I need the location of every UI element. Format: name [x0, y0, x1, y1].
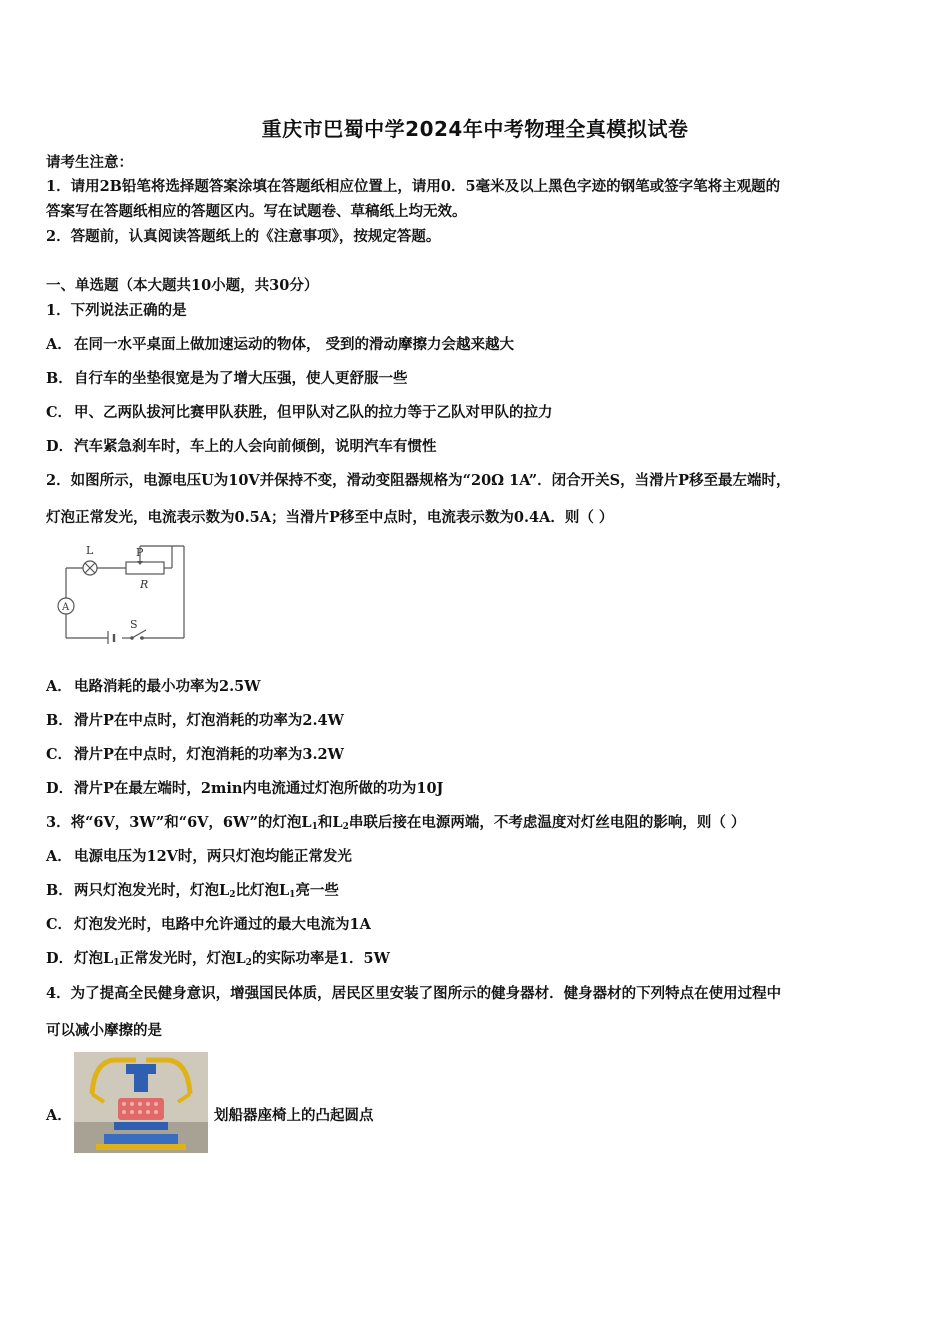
- q3-option-d: [46, 949, 906, 973]
- battery-symbol: [108, 631, 122, 644]
- option-text: 灯泡L: [74, 950, 114, 967]
- notice-heading: 请考生注意：: [46, 154, 133, 171]
- q2-stem-line-1: 2．如图所示，电源电压U为10V并保持不变，滑动变阻器规格为“20Ω 1A”．闭合开关S，当滑片P移至最左端时，: [46, 472, 791, 489]
- option-letter: D．: [46, 438, 74, 455]
- subscript: 1: [113, 958, 120, 968]
- q4-stem-line-1: 4．为了提高全民健身意识，增强国民体质，居民区里安装了图所示的健身器材．健身器材的下列特点在使用过程中: [46, 985, 782, 1002]
- q2-option-b: [46, 711, 906, 731]
- q3-option-c: [46, 915, 906, 935]
- q4-option-a-text: 划船器座椅上的凸起圆点: [214, 1107, 374, 1124]
- rowing-machine-photo: [74, 1052, 208, 1153]
- switch-label: S: [130, 618, 138, 631]
- subscript: 1: [311, 822, 318, 832]
- q4-stem-line-2: 可以减小摩擦的是: [46, 1022, 162, 1039]
- notice-item-1-line-1: 1．请用2B铅笔将选择题答案涂填在答题纸相应位置上，请用0．5毫米及以上黑色字迹的钢笔或签字笔将主观题的: [46, 178, 781, 195]
- section-heading: 一、单选题（本大题共10小题，共30分）: [46, 277, 319, 294]
- option-letter: A．: [46, 678, 72, 695]
- page-title: 重庆市巴蜀中学2024年中考物理全真模拟试卷: [261, 117, 689, 141]
- subscript: 2: [245, 958, 252, 968]
- option-text: 汽车紧急刹车时，车上的人会向前倾倒，说明汽车有惯性: [74, 438, 437, 455]
- option-letter: A．: [46, 848, 72, 865]
- resistor-label: R: [140, 578, 149, 591]
- option-text: 滑片P在中点时，灯泡消耗的功率为2.4W: [74, 712, 344, 729]
- q1-stem: 1．下列说法正确的是: [46, 302, 187, 319]
- subscript: 1: [289, 890, 296, 900]
- notice-item-2: 2．答题前，认真阅读答题纸上的《注意事项》，按规定答题。: [46, 228, 441, 245]
- slider-label: P: [136, 546, 144, 559]
- q3-stem: [46, 813, 906, 837]
- subscript: 2: [342, 822, 349, 832]
- q1-option-b: [46, 369, 906, 389]
- q3-stem-part: 串联后接在电源两端，不考虑温度对灯丝电阻的影响，则（ ）: [348, 814, 746, 831]
- option-text: 比灯泡L: [235, 882, 290, 899]
- q4-option-a-letter: A．: [46, 1107, 72, 1124]
- q2-option-a: [46, 677, 906, 697]
- option-text: 两只灯泡发光时，灯泡L: [74, 882, 230, 899]
- option-text: 亮一些: [295, 882, 339, 899]
- option-letter: B．: [46, 882, 73, 899]
- option-letter: D．: [46, 950, 74, 967]
- option-text: 滑片P在中点时，灯泡消耗的功率为3.2W: [74, 746, 344, 763]
- option-letter: A．: [46, 336, 72, 353]
- q3-option-b: [46, 881, 906, 905]
- q3-option-a: [46, 847, 906, 867]
- option-text: 正常发光时，灯泡L: [119, 950, 246, 967]
- option-text: 的实际功率是1．5W: [251, 950, 390, 967]
- q2-option-d: [46, 779, 906, 799]
- q1-option-c: [46, 403, 906, 423]
- q3-stem-part: 3．将“6V，3W”和“6V，6W”的灯泡L: [46, 814, 312, 831]
- option-text: 电路消耗的最小功率为2.5W: [74, 678, 261, 695]
- subscript: 2: [229, 890, 236, 900]
- notice-item-1-line-2: 答案写在答题纸相应的答题区内。写在试题卷、草稿纸上均无效。: [46, 203, 467, 220]
- lamp-symbol: [83, 561, 97, 575]
- option-letter: C．: [46, 916, 73, 933]
- q2-stem-line-2: 灯泡正常发光，电流表示数为0.5A；当滑片P移至中点时，电流表示数为0.4A．则（ ）: [46, 509, 614, 526]
- option-text: 自行车的坐垫很宽是为了增大压强，使人更舒服一些: [74, 370, 408, 387]
- resistor-symbol: [126, 562, 164, 574]
- q1-option-a: [46, 335, 906, 355]
- option-letter: B．: [46, 712, 73, 729]
- circuit-diagram: [50, 540, 190, 644]
- option-text: 在同一水平桌面上做加速运动的物体， 受到的滑动摩擦力会越来越大: [74, 336, 515, 353]
- option-text: 电源电压为12V时，两只灯泡均能正常发光: [74, 848, 352, 865]
- q1-option-d: [46, 437, 906, 457]
- lamp-label: L: [86, 544, 94, 557]
- option-letter: C．: [46, 404, 73, 421]
- q3-stem-part: 和L: [317, 814, 343, 831]
- option-letter: C．: [46, 746, 73, 763]
- option-text: 滑片P在最左端时，2min内电流通过灯泡所做的功为10J: [74, 780, 444, 797]
- option-text: 甲、乙两队拔河比赛甲队获胜，但甲队对乙队的拉力等于乙队对甲队的拉力: [74, 404, 553, 421]
- q2-option-c: [46, 745, 906, 765]
- ammeter-label: A: [62, 602, 70, 613]
- option-letter: D．: [46, 780, 74, 797]
- switch-symbol: [130, 630, 146, 640]
- option-text: 灯泡发光时，电路中允许通过的最大电流为1A: [74, 916, 371, 933]
- option-letter: B．: [46, 370, 73, 387]
